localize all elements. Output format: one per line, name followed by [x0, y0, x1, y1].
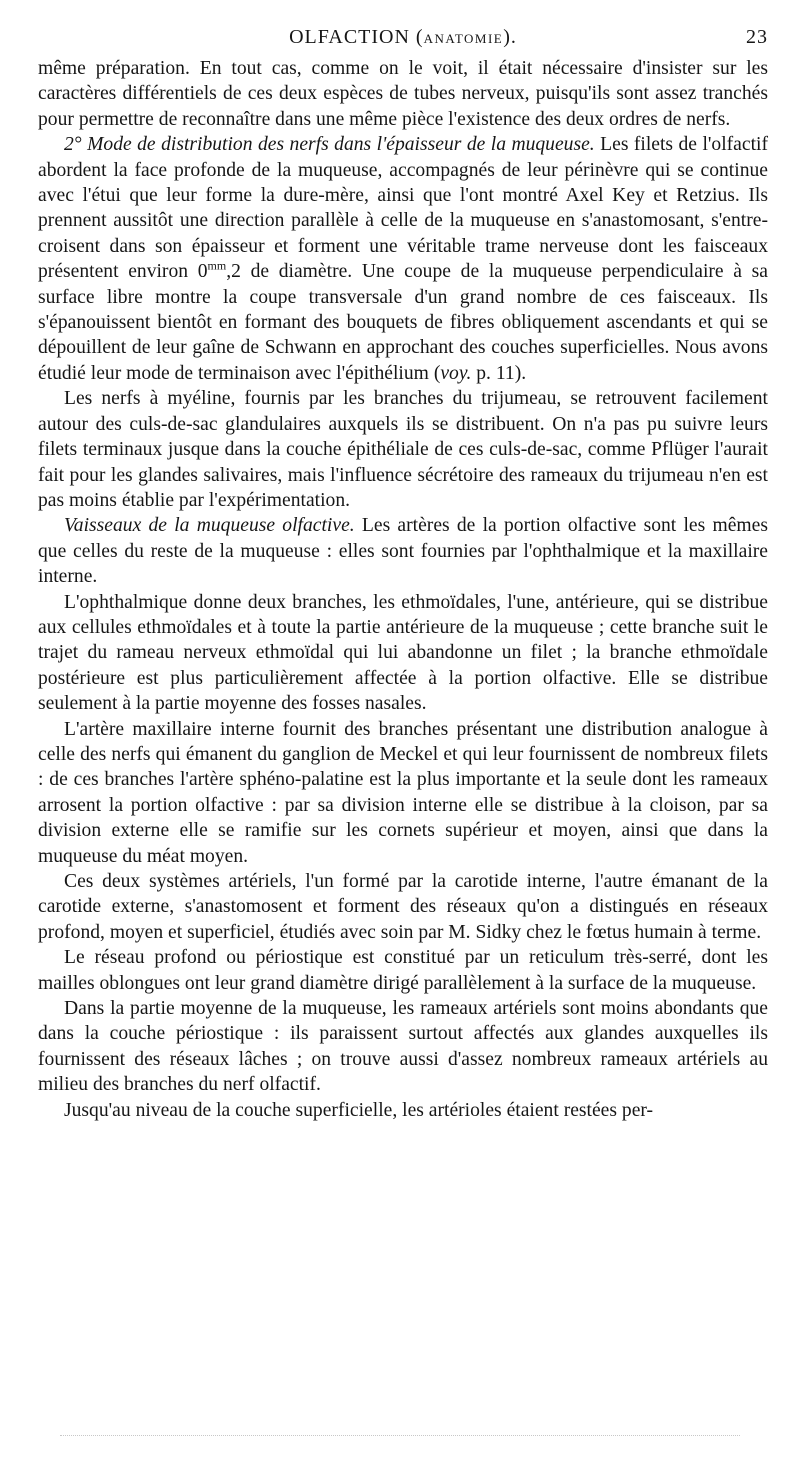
reference-italic: voy. — [440, 362, 472, 384]
paragraph-8 — [38, 945, 768, 996]
paragraph-text: même préparation. En tout cas, comme on le voit, il était nécessaire d'insister sur les caractères différentiels de ces deux espèces de tubes nerveux, puisqu'ils sont assez tranchés pour permettre de reconnaître dans une même pièce l'existence des deux ordres de nerfs. — [38, 58, 768, 130]
running-head — [38, 26, 768, 56]
paragraph-text: ,2 de diamètre. Une coupe de la muqueuse perpendiculaire à sa surface libre montre la coupe transversale d'un grand nombre de ces faisceaux. Ils s'épanouissent bientôt en formant des bouquets de fibres obliquement ascendants et qui se dépouillent de leur gaîne de Schwann en approchant des couches superficielles. Nous avons étudié leur mode de terminaison avec l'épithélium ( — [38, 261, 768, 384]
paragraph-text: Ces deux systèmes artériels, l'un formé par la carotide interne, l'autre émanant de la carotide externe, s'anastomosent et forment des réseaux qu'on a distingués en réseaux profond, moyen et superficiel, étudiés avec soin par M. Sidky chez le fœtus humain à terme. — [38, 871, 768, 943]
body-text — [38, 56, 768, 1123]
paragraph-text: L'ophthalmique donne deux branches, les ethmoïdales, l'une, antérieure, qui se distribue aux cellules ethmoïdales et à toute la partie antérieure de la muqueuse ; cette branche suit le trajet du rameau nerveux ethmoïdal qui lui abandonne un filet ; la branche ethmoïdale postérieure est plus particulièrement affectée à la portion olfactive. Elle se distribue seulement à la partie moyenne des fosses nasales. — [38, 591, 768, 715]
reference-page: p. 11). — [471, 362, 527, 384]
running-title-end: ). — [503, 26, 517, 48]
paragraph-6 — [38, 717, 768, 869]
running-title — [38, 26, 768, 49]
paragraph-3 — [38, 386, 768, 513]
running-title-main: OLFACTION ( — [289, 26, 424, 48]
paragraph-10 — [38, 1098, 768, 1123]
unit-superscript: mm — [207, 258, 227, 273]
paragraph-text: Jusqu'au niveau de la couche superficielle, les artérioles étaient restées per- — [64, 1099, 654, 1121]
paragraph-1 — [38, 56, 768, 132]
paragraph-2 — [38, 132, 768, 386]
paragraph-4 — [38, 513, 768, 589]
paragraph-9 — [38, 996, 768, 1098]
section-heading-vessels: Vaisseaux de la muqueuse olfactive. — [64, 515, 355, 537]
paragraph-5 — [38, 590, 768, 717]
paragraph-text: Dans la partie moyenne de la muqueuse, les rameaux artériels sont moins abondants que dans la couche périostique : ils paraissent surtout affectés aux glandes auxquelles ils fournissent des réseaux lâches ; on trouve aussi d'assez nombreux rameaux artériels au milieu des branches du nerf olfactif. — [38, 998, 768, 1096]
section-heading-nerves: 2° Mode de distribution des nerfs dans l'épaisseur de la muqueuse. — [64, 134, 595, 156]
paragraph-text: L'artère maxillaire interne fournit des branches présentant une distribution analogue à celle des nerfs qui émanent du ganglion de Meckel et qui leur fournissent de nombreux filets : de ces branches l'artère sphéno-palatine est la plus importante et la seule dont les rameaux arrosent la portion olfactive : par sa division interne elle se distribue à la cloison, par sa division externe elle se ramifie sur les cornets supérieur et moyen, ainsi que dans la muqueuse du méat moyen. — [38, 718, 768, 867]
book-page — [38, 26, 768, 1123]
paragraph-text: Les artères de la portion olfactive sont les mêmes que celles du reste de la muqueuse : elles sont fournies par l'ophthalmique et la maxillaire interne. — [38, 515, 768, 588]
page-number: 23 — [746, 26, 768, 48]
scan-specks-divider — [60, 1435, 740, 1440]
paragraph-text: Les filets de l'olfactif abordent la face profonde de la muqueuse, accompagnés de leur périnèvre qui se continue avec l'étui que leur forme la dure-mère, ainsi que l'ont montré Axel Key et Retzius. Ils prennent aussitôt une direction parallèle à celle de la muqueuse en s'anastomosant, s'entre-croisent dans son épaisseur et forment une véritable trame nerveuse dont les faisceaux présentent environ 0 — [38, 134, 768, 283]
running-title-small-caps: ANATOMIE — [423, 31, 504, 46]
paragraph-text: Le réseau profond ou périostique est constitué par un reticulum très-serré, dont les mailles oblongues ont leur grand diamètre dirigé parallèlement à la surface de la muqueuse. — [38, 947, 768, 994]
paragraph-7 — [38, 869, 768, 945]
paragraph-text: Les nerfs à myéline, fournis par les branches du trijumeau, se retrouvent facilement autour des culs-de-sac glandulaires auxquels ils se distribuent. On n'a pas pu suivre leurs filets terminaux jusque dans la couche épithéliale de ces culs-de-sac, comme Pflüger l'aurait fait pour les glandes salivaires, mais l'influence sécrétoire des rameaux du trijumeau n'en est pas moins établie par l'expérimentation. — [38, 388, 768, 511]
